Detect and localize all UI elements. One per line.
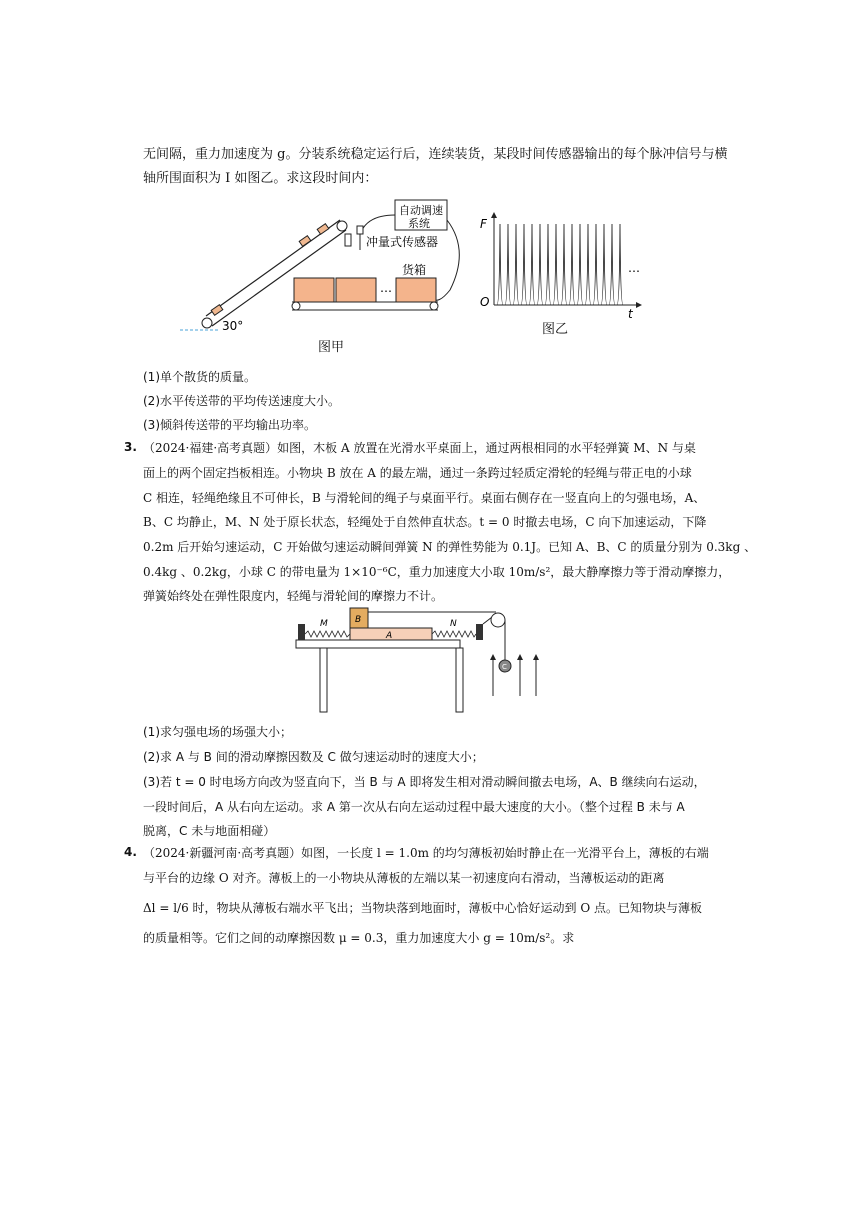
spring-m: [305, 631, 350, 637]
q3-line-5: 0.2m 后开始匀速运动，C 开始做匀速运动瞬间弹簧 N 的弹性势能为 0.1J。已知 A、B、C 的质量分别为 0.3kg 、: [143, 540, 757, 554]
pulse-11: [577, 224, 583, 305]
q3-sub-1: (1)求匀强电场的场强大小；: [143, 725, 292, 739]
pulse-16: [617, 224, 623, 305]
figure-yi: [476, 210, 656, 320]
pulse-12: [585, 224, 591, 305]
inclined-conveyor: [202, 220, 347, 328]
axis-x-label: t: [628, 307, 633, 320]
q4-number: 4.: [124, 845, 137, 859]
q3-sub-5: 脱离，C 未与地面相碰）: [143, 824, 276, 838]
pulse-6: [537, 224, 543, 305]
controller-label-1: 自动调速: [399, 204, 443, 217]
label-m: M: [320, 619, 328, 629]
stop-left: [298, 624, 305, 640]
q4-line-1: （2024·新疆河南·高考真题）如图，一长度 l = 1.0m 的均匀薄板初始时静止在一光滑平台上，薄板的右端: [143, 846, 709, 860]
sensor-label: 冲量式传感器: [366, 235, 439, 249]
pulse-5: [529, 224, 535, 305]
pulse-14: [601, 224, 607, 305]
q3-sub-3: (3)若 t = 0 时电场方向改为竖直向下，当 B 与 A 即将发生相对滑动瞬间撤去电场，A、B 继续向右运动，: [143, 775, 706, 789]
q4-line-4: 的质量相等。它们之间的动摩擦因数 μ = 0.3，重力加速度大小 g = 10m/s²。求: [143, 931, 575, 945]
pulse-15: [609, 224, 615, 305]
label-b: B: [355, 615, 362, 625]
q3-line-4: B、C 均静止，M、N 处于原长状态，轻绳处于自然伸直状态。t = 0 时撤去电场，C 向下加速运动，下降: [143, 515, 707, 529]
figure-q3: [290, 604, 550, 714]
q3-sub-2: (2)求 A 与 B 间的滑动摩擦因数及 C 做匀速运动时的速度大小；: [143, 750, 484, 764]
angle-label: 30°: [222, 319, 244, 333]
sensor-icon: [345, 234, 351, 246]
q3-line-3: C 相连，轻绳绝缘且不可伸长，B 与滑轮间的绳子与桌面平行。桌面右侧存在一竖直向上的匀强电场，A、: [143, 491, 706, 505]
pulse-train: [497, 224, 623, 305]
label-c: C: [502, 663, 507, 671]
pulse-7: [545, 224, 551, 305]
q4-line-3: Δl = l/6 时，物块从薄板右端水平飞出；当物块落到地面时，薄板中心恰好运动到 O 点。已知物块与薄板: [143, 901, 702, 915]
q2-sub-3: (3)倾斜传送带的平均输出功率。: [143, 418, 316, 432]
origin-label: O: [480, 295, 490, 309]
pulse-3: [513, 224, 519, 305]
caption-jia: 图甲: [318, 340, 345, 355]
intro-line-2: 轴所围面积为 I 如图乙。求这段时间内：: [143, 171, 378, 186]
box-ellipsis: …: [380, 281, 392, 295]
q2-sub-1: (1)单个散货的质量。: [143, 370, 256, 384]
stop-right: [476, 624, 483, 640]
pulse-1: [497, 224, 503, 305]
intro-line-1: 无间隔，重力加速度为 g。分装系统稳定运行后，连续装货，某段时间传感器输出的每个脉冲信号与横: [143, 147, 728, 162]
pulse-9: [561, 224, 567, 305]
pulse-ellipsis: …: [628, 261, 640, 275]
q3-number: 3.: [124, 440, 137, 454]
q3-line-1: （2024·福建·高考真题）如图，木板 A 放置在光滑水平桌面上，通过两根相同的水平轻弹簧 M、N 与桌: [143, 441, 696, 455]
label-n: N: [450, 619, 457, 629]
controller-label-2: 系统: [408, 217, 430, 230]
horizontal-conveyor: [292, 278, 438, 310]
label-a: A: [386, 631, 393, 641]
axis-y-label: F: [480, 217, 487, 231]
box-label: 货箱: [402, 263, 427, 277]
q3-sub-4: 一段时间后，A 从右向左运动。求 A 第一次从右向左运动过程中最大速度的大小。（整个过程 B 未与 A: [143, 800, 685, 814]
q2-sub-2: (2)水平传送带的平均传送速度大小。: [143, 394, 340, 408]
pulse-13: [593, 224, 599, 305]
pulley: [491, 613, 505, 627]
q3-line-6: 0.4kg 、0.2kg，小球 C 的带电量为 1×10⁻⁶C，重力加速度大小取 10m/s²，最大静摩擦力等于滑动摩擦力，: [143, 565, 731, 579]
q4-line-2: 与平台的边缘 O 对齐。薄板上的一小物块从薄板的左端以某一初速度向右滑动，当薄板运动的距离: [143, 871, 665, 885]
pulse-10: [569, 224, 575, 305]
spring-n: [432, 631, 476, 637]
pulse-2: [505, 224, 511, 305]
q3-line-7: 弹簧始终处在弹性限度内，轻绳与滑轮间的摩擦力不计。: [143, 589, 444, 603]
figure-jia: [170, 190, 470, 340]
pulse-8: [553, 224, 559, 305]
caption-yi: 图乙: [542, 322, 569, 337]
q3-line-2: 面上的两个固定挡板相连。小物块 B 放在 A 的最左端，通过一条跨过轻质定滑轮的轻绳与带正电的小球: [143, 466, 692, 480]
pulse-4: [521, 224, 527, 305]
